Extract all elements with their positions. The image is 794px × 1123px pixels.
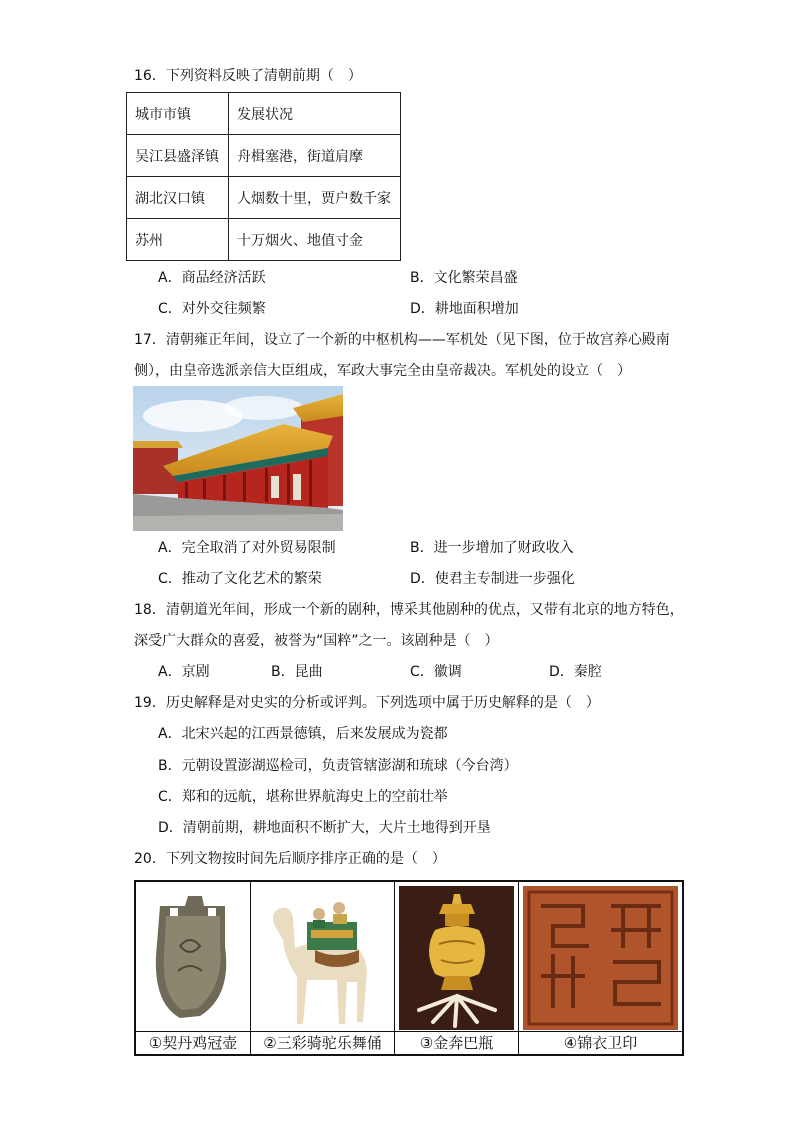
q19-option-a[interactable]: A．北宋兴起的江西景德镇，后来发展成为瓷都	[158, 726, 448, 742]
golden-urn-image	[399, 886, 514, 1030]
q17-option-c[interactable]: C．推动了文化艺术的繁荣	[158, 571, 322, 587]
q17-stem-line1: 17．清朝雍正年间，设立了一个新的中枢机构——军机处（见下图，位于故宫养心殿南	[134, 332, 670, 348]
q19-option-d[interactable]: D．清朝前期，耕地面积不断扩大，大片土地得到开垦	[158, 820, 491, 836]
q16-stem: 16．下列资料反映了清朝前期（ ）	[134, 68, 362, 84]
table-cell: 人烟数十里，贾户数千家	[229, 177, 401, 219]
q17-option-d[interactable]: D．使君主专制进一步强化	[410, 571, 575, 587]
q20-stem: 20．下列文物按时间先后顺序排序正确的是（ ）	[134, 851, 446, 867]
seal-image	[523, 886, 678, 1030]
artifact-cell-2	[251, 882, 394, 1054]
table-header-city: 城市市镇	[127, 93, 229, 135]
q18-stem-line2: 深受广大群众的喜爱，被誉为“国粹”之一。该剧种是（ ）	[134, 633, 499, 649]
q16-option-a[interactable]: A．商品经济活跃	[158, 270, 266, 286]
table-row	[127, 177, 401, 219]
q16-option-b[interactable]: B．文化繁荣昌盛	[410, 270, 518, 286]
artifact-cell-3	[395, 882, 518, 1054]
artifact-caption-4: ④锦衣卫印	[519, 1031, 682, 1054]
q16-option-c[interactable]: C．对外交往频繁	[158, 301, 266, 317]
q16-option-d[interactable]: D．耕地面积增加	[410, 301, 519, 317]
artifact-caption-2: ②三彩骑驼乐舞俑	[251, 1031, 394, 1054]
q19-stem: 19．历史解释是对史实的分析或评判。下列选项中属于历史解释的是（ ）	[134, 695, 600, 711]
q17-option-a[interactable]: A．完全取消了对外贸易限制	[158, 540, 336, 556]
grand-council-photo	[133, 386, 343, 531]
q18-option-d[interactable]: D．秦腔	[549, 664, 602, 680]
artifact-caption-3: ③金奔巴瓶	[395, 1031, 518, 1054]
table-cell: 吴江县盛泽镇	[127, 135, 229, 177]
table-row	[127, 93, 401, 135]
artifact-caption-1: ①契丹鸡冠壶	[136, 1031, 250, 1054]
q19-option-b[interactable]: B．元朝设置澎湖巡检司，负责管辖澎湖和琉球（今台湾）	[158, 758, 518, 774]
q16-table	[126, 92, 401, 261]
artifact-figure	[134, 880, 684, 1056]
q17-stem-line2: 侧），由皇帝选派亲信大臣组成，军政大事完全由皇帝裁决。军机处的设立（ ）	[134, 363, 631, 379]
table-row	[127, 135, 401, 177]
q18-option-b[interactable]: B．昆曲	[271, 664, 323, 680]
khitan-flask-image	[140, 886, 246, 1030]
artifact-cell-1	[136, 882, 250, 1054]
table-cell: 舟楫塞港，街道肩摩	[229, 135, 401, 177]
table-cell: 苏州	[127, 219, 229, 261]
q18-stem-line1: 18．清朝道光年间，形成一个新的剧种，博采其他剧种的优点，又带有北京的地方特色，	[134, 602, 684, 618]
q18-option-c[interactable]: C．徽调	[410, 664, 462, 680]
sancai-camel-image	[255, 886, 390, 1030]
table-row	[127, 219, 401, 261]
table-header-status: 发展状况	[229, 93, 401, 135]
table-cell: 十万烟火、地值寸金	[229, 219, 401, 261]
q17-option-b[interactable]: B．进一步增加了财政收入	[410, 540, 574, 556]
q18-option-a[interactable]: A．京剧	[158, 664, 210, 680]
table-cell: 湖北汉口镇	[127, 177, 229, 219]
q19-option-c[interactable]: C．郑和的远航，堪称世界航海史上的空前壮举	[158, 789, 448, 805]
artifact-cell-4	[519, 882, 682, 1054]
